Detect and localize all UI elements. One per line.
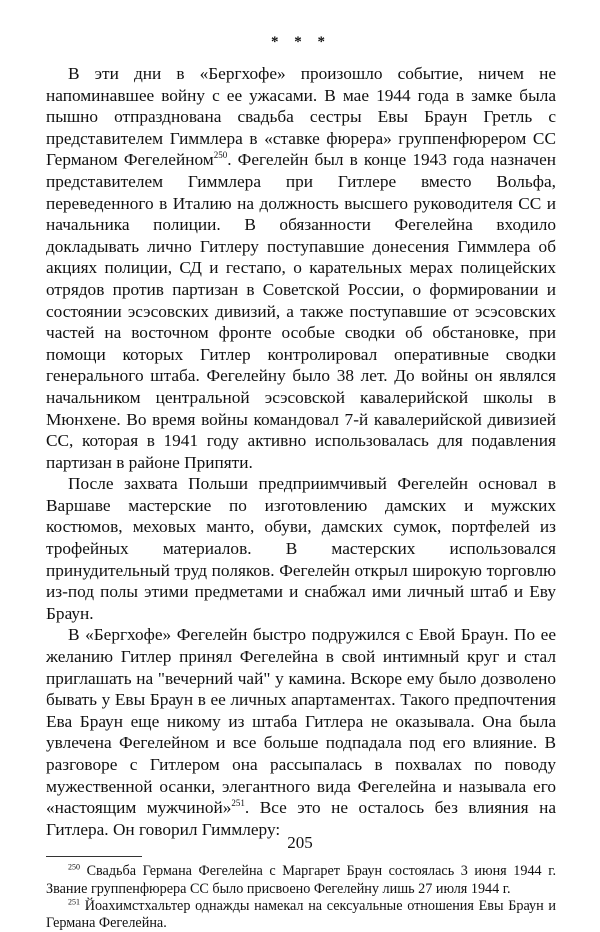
footnote-text: Свадьба Германа Фегелейна с Маргарет Браун состоялась 3 июня 1944 г. Звание группенфюрера СС было присвоено Фегелейну лишь 27 июля 1944 г. xyxy=(46,863,556,897)
paragraph-text: В эти дни в «Бергхофе» произошло событие, ничем не напоминавшее войну с ее ужасами. В мае 1944 года в замке была пышно отпразднована свадьба сестры Евы Браун Гретль с представителем Гиммлера в «ставке фюрера» группенфюрером СС Германом Фегелейном xyxy=(46,64,556,170)
footnote-number: 250 xyxy=(68,862,80,872)
paragraph: После захвата Польши предприимчивый Фегелейн основал в Варшаве мастерские по изготовлению дамских и мужских костюмов, меховых манто, обуви, дамских сумок, портфелей из трофейных материалов. В мастерских использовался принудительный труд поляков. Фегелейн открыл широкую торговлю из-под полы этими предметами и снабжал ими личный штаб и Еву Браун. xyxy=(46,474,556,623)
footnote xyxy=(46,898,556,932)
paragraph-text: В «Бергхофе» Фегелейн быстро подружился с Евой Браун. По ее желанию Гитлер принял Фегелейна в свой интимный круг и стал приглашать на "вечерний чай" у камина. Вскоре ему было дозволено бывать у Евы Браун в ее личных апартаментах. Такого предпочтения Ева Браун еще никому из штаба Гитлера не оказывала. Она была увлечена Фегелейном и все больше подпадала под его влияние. В разговоре с Гитлером она рассыпалась в похвалах по поводу мужественной осанки, элегантного вида Фегелейна и называла его «настоящим мужчиной» xyxy=(46,625,556,818)
footnotes xyxy=(46,863,556,932)
paragraph xyxy=(46,63,556,473)
paragraph-text: . Фегелейн был в конце 1943 года назначен представителем Гиммлера при Гитлере вместо Вольфа, переведенного в Италию на должность высшего руководителя СС и начальника полиции. В обязанности Фегелейна входило докладывать лично Гитлеру поступавшие донесения Гиммлера об акциях полиции, СД и гестапо, о карательных мерах полицейских отрядов против партизан в Советской России, о формировании и состоянии эсэсовских дивизий, а также поступавшие от эсэсовских частей на восточном фронте особые сводки об обстановке, при помощи которых Гитлер контролировал оперативные сводки генерального штаба. Фегелейну было 38 лет. До войны он являлся начальником центральной эсэсовской кавалерийской школы в Мюнхене. Во время войны командовал 7-й кавалерийской дивизией СС, которая в 1941 году активно использовалась для подавления партизан в районе Припяти. xyxy=(46,150,557,472)
footnote-text: Йоахимстхальтер однажды намекал на сексуальные отношения Евы Браун и Германа Фегелейна. xyxy=(46,897,556,931)
paragraph-text: . Все это не осталось без влияния на Гитлера. Он говорил Гиммлеру: xyxy=(46,798,556,839)
footnote xyxy=(46,863,556,897)
paragraph xyxy=(46,624,556,840)
book-page xyxy=(46,34,556,932)
section-separator: * * * xyxy=(271,34,331,50)
footnote-ref[interactable]: 251 xyxy=(231,798,245,809)
footnote-divider xyxy=(46,856,142,857)
footnote-ref[interactable]: 250 xyxy=(213,150,228,161)
main-text xyxy=(46,63,556,840)
page-number: 205 xyxy=(287,833,313,852)
footnote-number: 251 xyxy=(68,897,80,907)
